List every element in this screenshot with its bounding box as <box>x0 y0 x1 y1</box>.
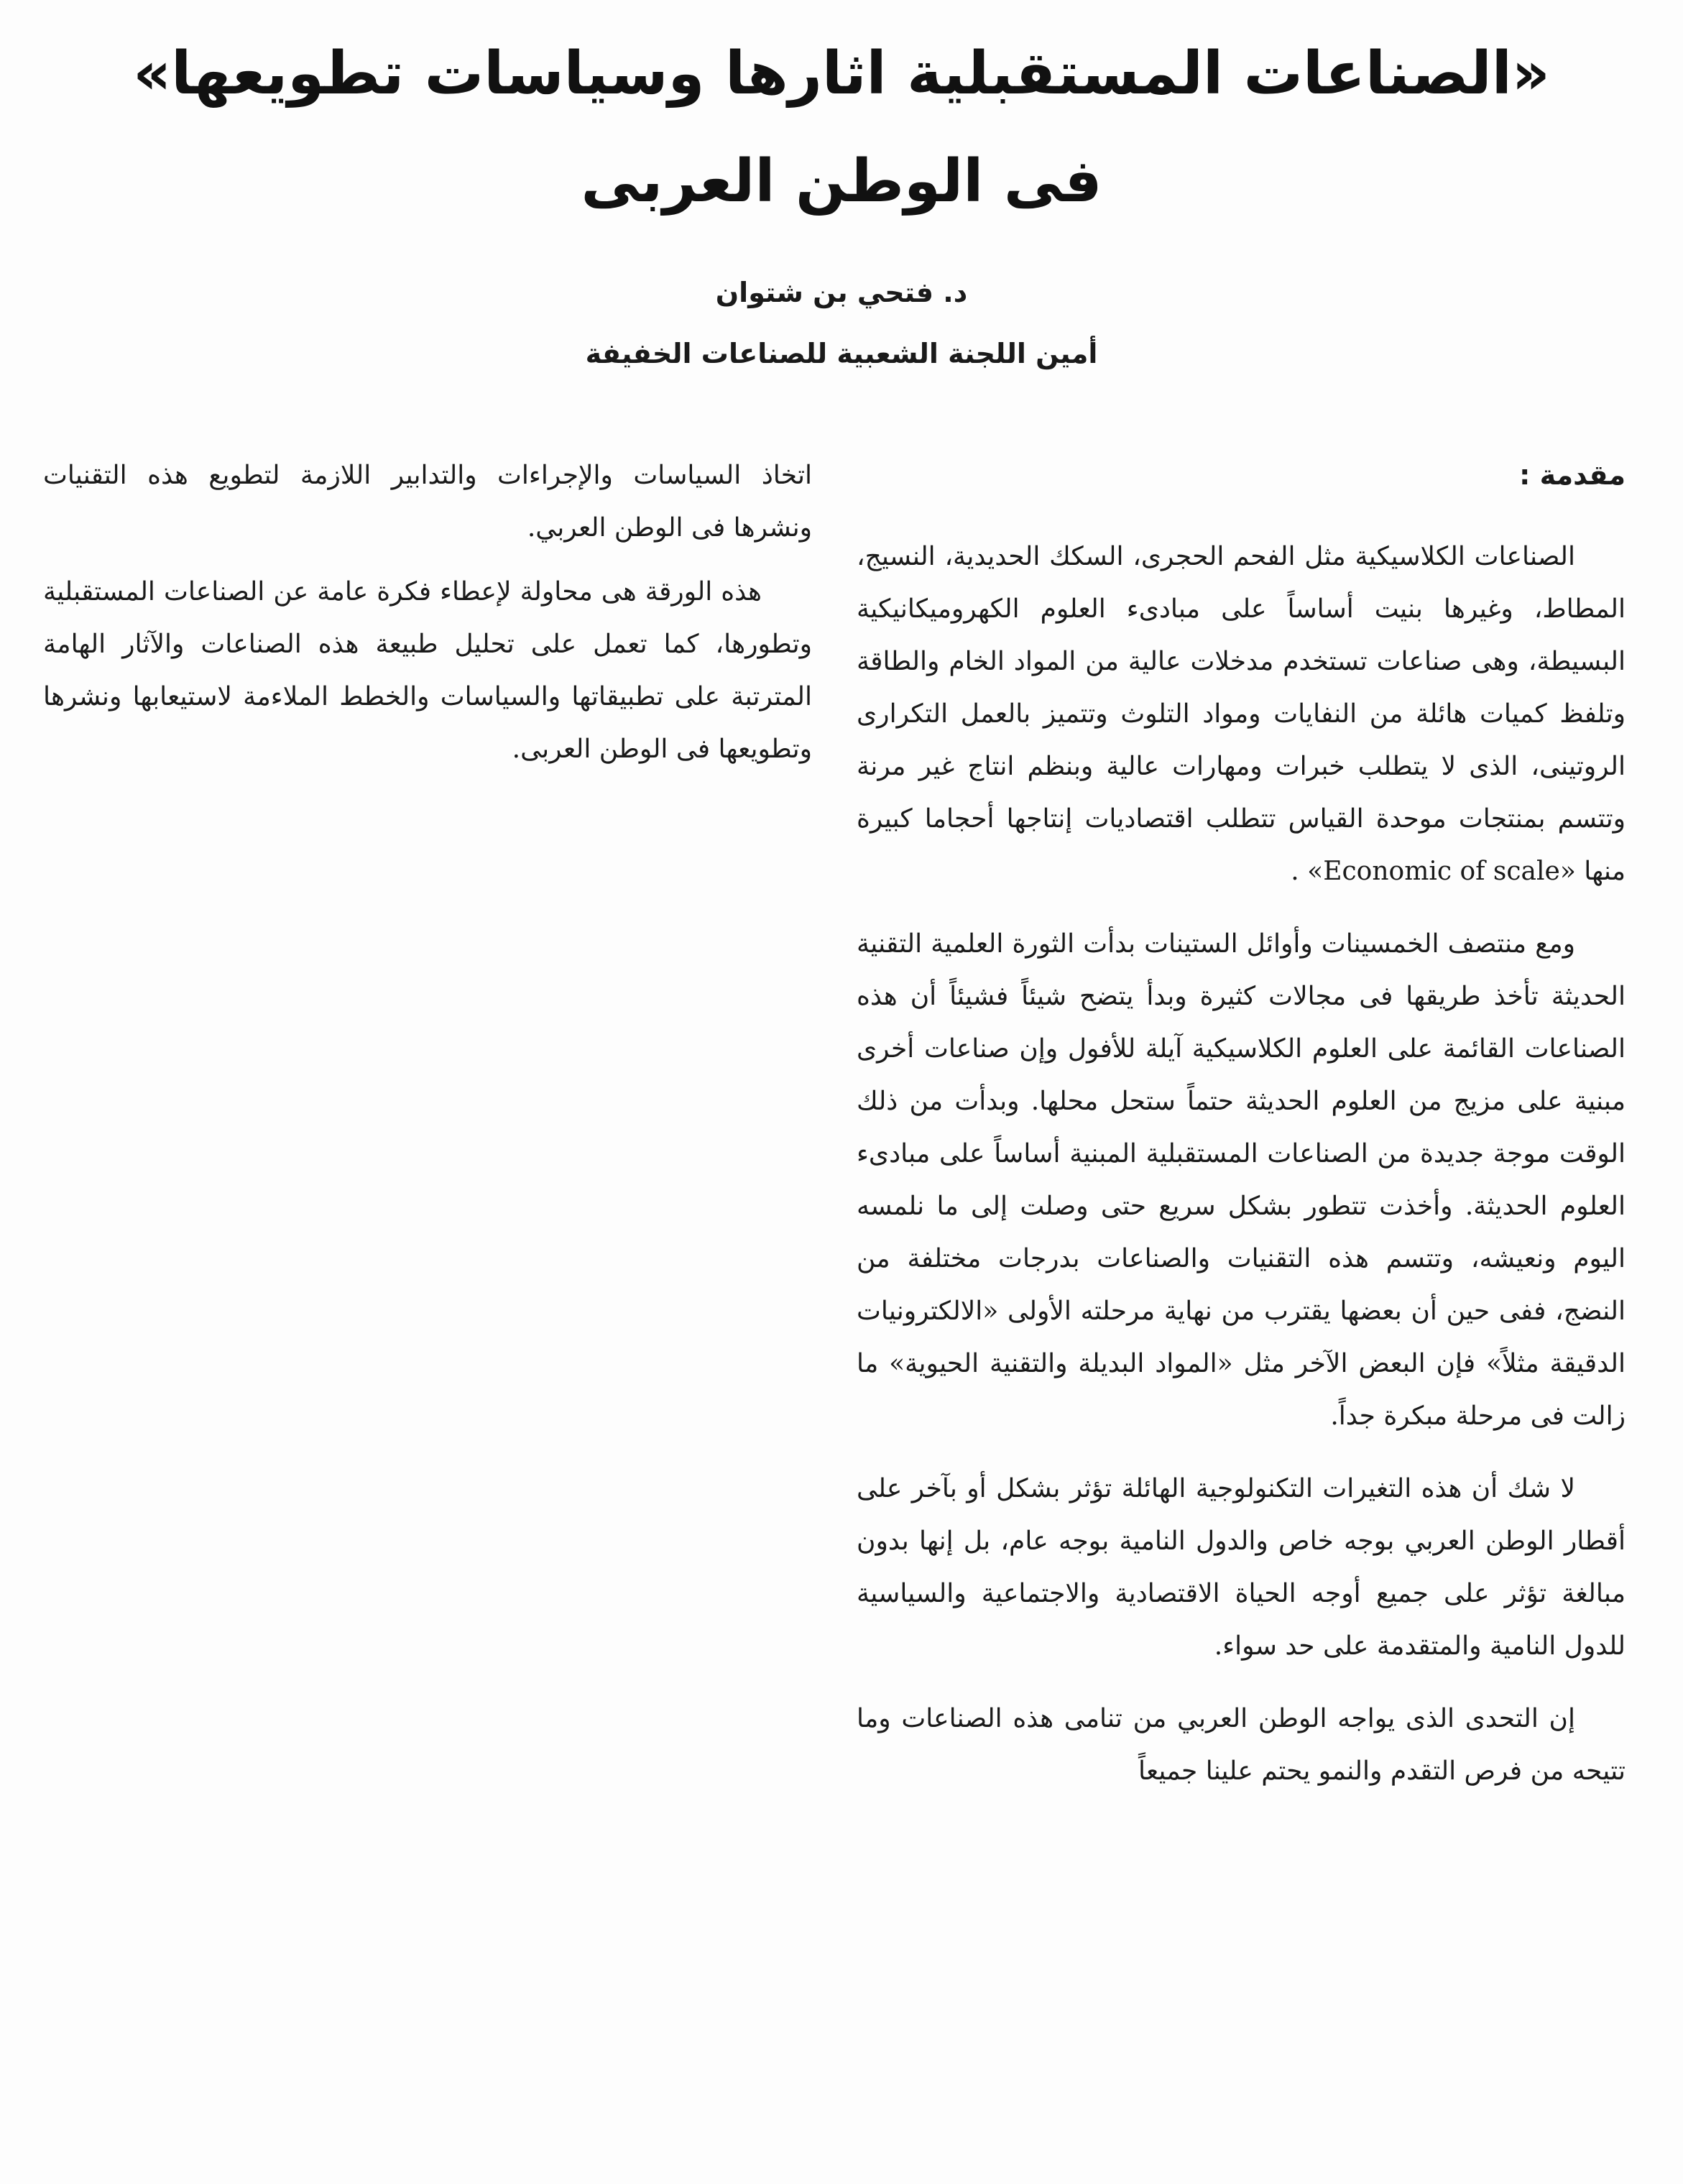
paragraph: اتخاذ السياسات والإجراءات والتدابير اللازمة لتطويع هذه التقنيات ونشرها فى الوطن العربي. <box>43 461 812 543</box>
paragraph: لا شك أن هذه التغيرات التكنولوجية الهائلة تؤثر بشكل أو بآخر على أقطار الوطن العربي بوجه خاص والدول النامية بوجه عام، بل إنها بدون مبالغة تؤثر على جميع أوجه الحياة الاقتصادية والاجتماعية والسياسية للدول النامية والمتقدمة على حد سواء. <box>857 1474 1626 1661</box>
paragraph: هذه الورقة هى محاولة لإعطاء فكرة عامة عن الصناعات المستقبلية وتطورها، كما تعمل على تحليل طبيعة هذه الصناعات والآثار الهامة المترتبة على تطبيقاتها والسياسات والخطط الملاءمة لاستيعابها ونشرها وتطويعها فى الوطن العربى. <box>43 577 812 764</box>
title-line-2: فى الوطن العربى <box>581 147 1102 216</box>
paragraph: ومع منتصف الخمسينات وأوائل الستينات بدأت الثورة العلمية التقنية الحديثة تأخذ طريقها فى مجالات كثيرة وبدأ يتضح شيئاً فشيئاً أن هذه الصناعات القائمة على العلوم الكلاسيكية آيلة للأفول وإن صناعات أخرى مبنية على مزيج من العلوم الحديثة حتماً ستحل محلها. وبدأت من ذلك الوقت موجة جديدة من الصناعات المستقبلية المبنية أساساً على مبادىء العلوم الحديثة. وأخذت تتطور بشكل سريع حتى وصلت إلى ما نلمسه اليوم ونعيشه، وتتسم هذه التقنيات والصناعات بدرجات مختلفة من النضج، ففى حين أن بعضها يقترب من نهاية مرحلته الأولى «الالكترونيات الدقيقة مثلاً» فإن البعض الآخر مثل «المواد البديلة والتقنية الحيوية» ما زالت فى مرحلة مبكرة جداً. <box>857 929 1626 1431</box>
paragraph: إن التحدى الذى يواجه الوطن العربي من تنامى هذه الصناعات وما تتيحه من فرص التقدم والنمو يحتم علينا جميعاً <box>857 1704 1626 1786</box>
right-column <box>857 449 1626 1817</box>
paragraph: الصناعات الكلاسيكية مثل الفحم الحجرى، السكك الحديدية، النسيج، المطاط، وغيرها بنيت أساساً على مبادىء العلوم الكهروميكانيكية البسيطة، وهى صناعات تستخدم مدخلات عالية من المواد الخام والطاقة وتلفظ كميات هائلة من النفايات ومواد التلوث وتتميز بالعمل التكرارى الروتينى، الذى لا يتطلب خبرات ومهارات عالية وبنظم انتاج غير مرنة وتتسم بمنتجات موحدة القياس تتطلب اقتصاديات إنتاجها أحجاما كبيرة منها «Economic of scale» . <box>857 542 1626 886</box>
section-heading: مقدمة : <box>1519 459 1626 491</box>
left-column <box>43 449 812 787</box>
title-line-1: «الصناعات المستقبلية اثارها وسياسات تطويعها» <box>133 40 1550 108</box>
author-name: د. فتحي بن شتوان <box>715 277 968 308</box>
author-affiliation: أمين اللجنة الشعبية للصناعات الخفيفة <box>585 338 1098 369</box>
